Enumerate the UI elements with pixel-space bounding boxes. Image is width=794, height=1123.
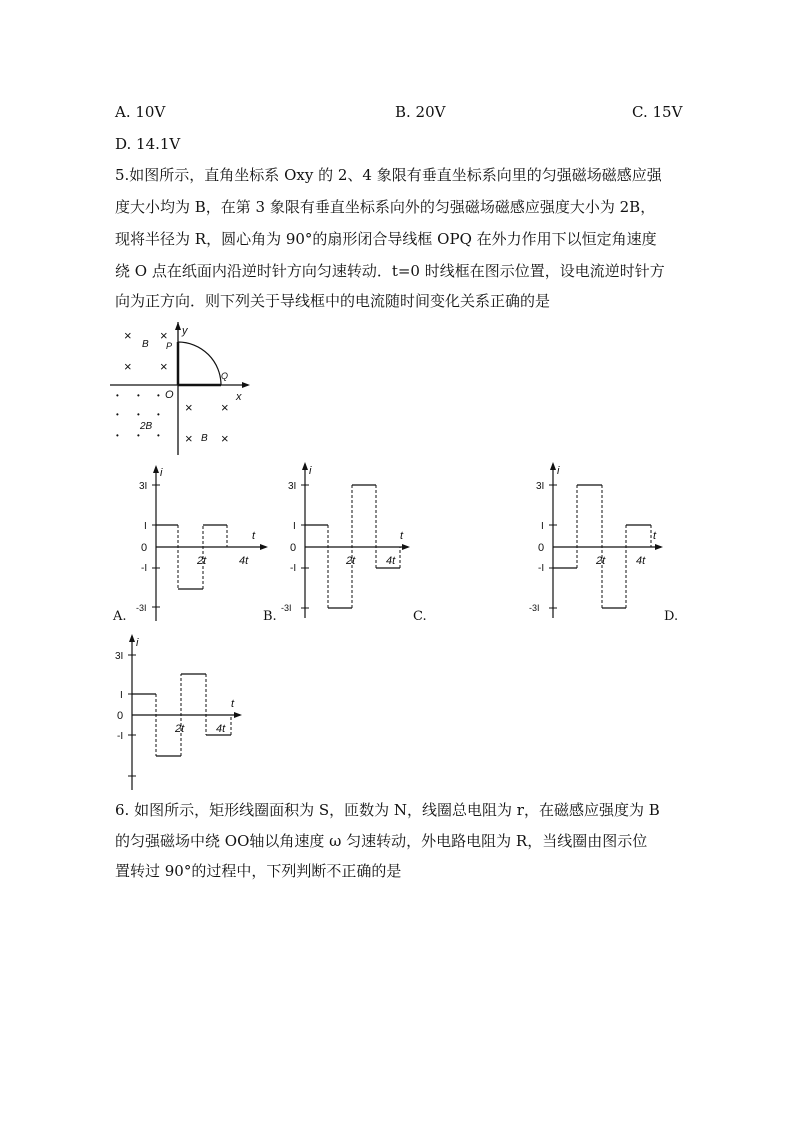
cross-mark: ×	[124, 359, 132, 374]
q5-line-1: 5.如图所示，直角坐标系 Oxy 的 2、4 象限有垂直坐标系向里的匀强磁场磁感应强	[115, 166, 662, 184]
tick-i: I	[293, 521, 296, 532]
dot-mark: •	[116, 410, 119, 419]
graph-d	[106, 632, 256, 792]
field-b-quadrant4-label: B	[201, 433, 208, 444]
dot-mark: •	[116, 431, 119, 440]
tick-neg-i: -I	[117, 731, 124, 742]
graph-b-label: B.	[263, 609, 277, 624]
graph-a	[130, 463, 270, 623]
cross-mark: ×	[124, 328, 132, 343]
tick-2t: 2t	[197, 555, 207, 567]
tick-4t: 4t	[239, 555, 249, 567]
i-axis-label: i	[160, 467, 163, 479]
q5-line-5: 向为正方向．则下列关于导线框中的电流随时间变化关系正确的是	[115, 292, 551, 310]
tick-zero: 0	[141, 542, 148, 554]
tick-3i: 3I	[139, 481, 148, 492]
tick-2t: 2t	[346, 555, 356, 567]
tick-4t: 4t	[636, 555, 646, 567]
dot-mark: •	[157, 391, 160, 400]
tick-zero: 0	[538, 542, 545, 554]
i-axis-label: i	[136, 637, 139, 649]
cross-mark: ×	[221, 431, 229, 446]
q5-setup-figure	[110, 320, 270, 460]
tick-neg-i: -I	[538, 563, 545, 574]
tick-4t: 4t	[386, 555, 396, 567]
t-axis-label: t	[252, 530, 256, 542]
dot-mark: •	[157, 431, 160, 440]
cross-mark: ×	[185, 431, 193, 446]
q6-line-3: 置转过 90°的过程中，下列判断不正确的是	[115, 862, 402, 880]
tick-i: I	[144, 521, 147, 532]
dot-mark: •	[137, 431, 140, 440]
cross-mark: ×	[160, 359, 168, 374]
tick-i: I	[120, 690, 123, 701]
cross-mark: ×	[160, 328, 168, 343]
cross-mark: ×	[185, 400, 193, 415]
field-2b-quadrant3-label: 2B	[140, 421, 153, 432]
q6-line-2: 的匀强磁场中绕 OO轴以角速度 ω 匀速转动，外电路电阻为 R，当线圈由图示位	[115, 832, 648, 850]
point-p-label: P	[166, 341, 173, 351]
q5-line-2: 度大小均为 B，在第 3 象限有垂直坐标系向外的匀强磁场磁感应强度大小为 2B，	[115, 198, 656, 216]
point-q-label: Q	[221, 371, 229, 381]
tick-neg-3i: -3I	[136, 603, 147, 613]
dot-mark: •	[157, 410, 160, 419]
cross-mark: ×	[221, 400, 229, 415]
option-d: D. 14.1V	[115, 135, 181, 153]
i-axis-label: i	[557, 465, 560, 477]
tick-3i: 3I	[115, 651, 124, 662]
dot-mark: •	[137, 391, 140, 400]
dot-mark: •	[116, 391, 119, 400]
field-b-quadrant2-label: B	[142, 339, 149, 350]
dot-mark: •	[137, 410, 140, 419]
option-a: A. 10V	[115, 103, 166, 121]
i-axis-label: i	[309, 465, 312, 477]
tick-zero: 0	[290, 542, 297, 554]
y-axis-label: y	[182, 325, 188, 337]
option-b: B. 20V	[395, 103, 446, 121]
t-axis-label: t	[400, 530, 404, 542]
tick-neg-i: -I	[290, 563, 297, 574]
tick-zero: 0	[117, 710, 124, 722]
tick-i: I	[541, 521, 544, 532]
graph-c-label: C.	[413, 609, 427, 624]
tick-neg-i: -I	[141, 563, 148, 574]
tick-3i: 3I	[536, 481, 545, 492]
x-axis-label: x	[236, 391, 242, 403]
t-axis-label: t	[231, 698, 235, 710]
tick-3i: 3I	[288, 481, 297, 492]
tick-2t: 2t	[596, 555, 606, 567]
q6-line-1: 6. 如图所示，矩形线圈面积为 S，匝数为 N，线圈总电阻为 r，在磁感应强度为 B	[115, 801, 660, 819]
tick-2t: 2t	[175, 723, 185, 735]
graph-d-label: D.	[664, 609, 679, 624]
origin-label: O	[165, 389, 174, 401]
q5-line-3: 现将半径为 R，圆心角为 90°的扇形闭合导线框 OPQ 在外力作用下以恒定角速度	[115, 230, 657, 248]
graph-c	[527, 460, 667, 620]
tick-neg-3i: -3I	[281, 603, 292, 613]
graph-b	[280, 460, 420, 620]
option-c: C. 15V	[632, 103, 683, 121]
q5-line-4: 绕 O 点在纸面内沿逆时针方向匀速转动．t=0 时线框在图示位置，设电流逆时针方	[115, 262, 665, 280]
tick-4t: 4t	[216, 723, 226, 735]
graph-a-label: A.	[113, 609, 127, 624]
t-axis-label: t	[653, 530, 657, 542]
tick-neg-3i: -3I	[529, 603, 540, 613]
